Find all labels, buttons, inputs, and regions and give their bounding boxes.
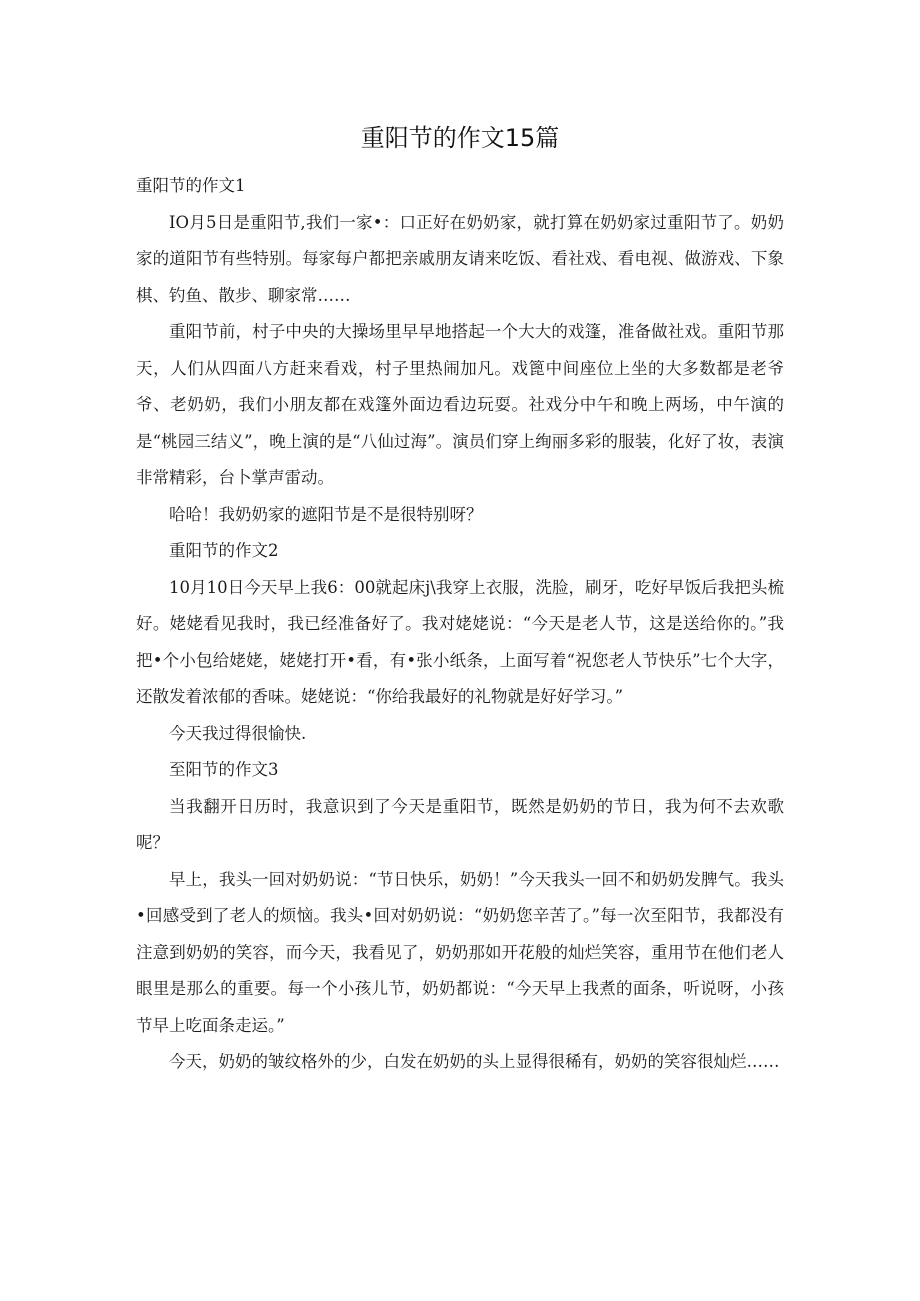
paragraph: 今天，奶奶的皱纹格外的少，白发在奶奶的头上显得很稀有，奶奶的笑容很灿烂…… (169, 1052, 780, 1071)
paragraph: 哈哈！我奶奶家的遮阳节是不是很特别呀？ (169, 504, 483, 524)
paragraph: 当我翻开日历时，我意识到了今天是重阳节，既然是奶奶的节日，我为何不去欢歌呢？ (136, 796, 784, 852)
section-heading-3: 至阳节的作文3 (169, 760, 279, 779)
document-body (136, 168, 784, 1081)
paragraph: 早上，我头一回对奶奶说：“节日快乐，奶奶！”今天我头一回不和奶奶发脾气。我头•回感受到了老人的烦恼。我头•回对奶奶说：“奶奶您辛苦了。”每一次至阳节，我都没有注意到奶奶的笑容，而今天，我看见了，奶奶那如开花般的灿烂笑容，重用节在他们老人眼里是那么的重要。每一个小孩儿节，奶奶都说：“今天早上我煮的面条，听说呀，小孩节早上吃面条走运。” (136, 869, 784, 1035)
section-heading-1: 重阳节的作文1 (136, 176, 246, 195)
document-title: 重阳节的作文15篇 (360, 124, 560, 152)
paragraph: 10月10日今天早上我6：00就起床j\我穿上衣服，洗脸，刷牙，吃好早饭后我把头梳好。姥姥看见我时，我已经准备好了。我对姥姥说：“今天是老人节，这是送给你的。”我把•个小包给姥姥，姥姥打开•看，有•张小纸条，上面写着“祝您老人节快乐”七个大字，还散发着浓郁的香味。姥姥说：“你给我最好的礼物就是好好学习。” (136, 577, 784, 706)
section-heading-2: 重阳节的作文2 (169, 541, 279, 560)
paragraph: 重阳节前，村子中央的大操场里早早地搭起一个大大的戏篷，准备做社戏。重阳节那天，人们从四面八方赶来看戏，村子里热闹加凡。戏篦中间座位上坐的大多数都是老爷爷、老奶奶，我们小朋友都在戏篷外面边看边玩耍。社戏分中午和晚上两场，中午演的是“桃园三结义”，晚上演的是“八仙过海”。演员们穿上绚丽多彩的服装，化好了妆，表演非常精彩，台卜掌声雷动。 (136, 322, 784, 487)
paragraph: 今天我过得很愉快. (169, 723, 307, 743)
paragraph: IO月5日是重阳节,我们一家•：口正好在奶奶家，就打算在奶奶家过重阳节了。奶奶家的道阳节有些特别。每家每户都把亲戚朋友请来吃饭、看社戏、看电视、做游戏、下象棋、钓鱼、散步、聊家常…… (136, 212, 784, 305)
